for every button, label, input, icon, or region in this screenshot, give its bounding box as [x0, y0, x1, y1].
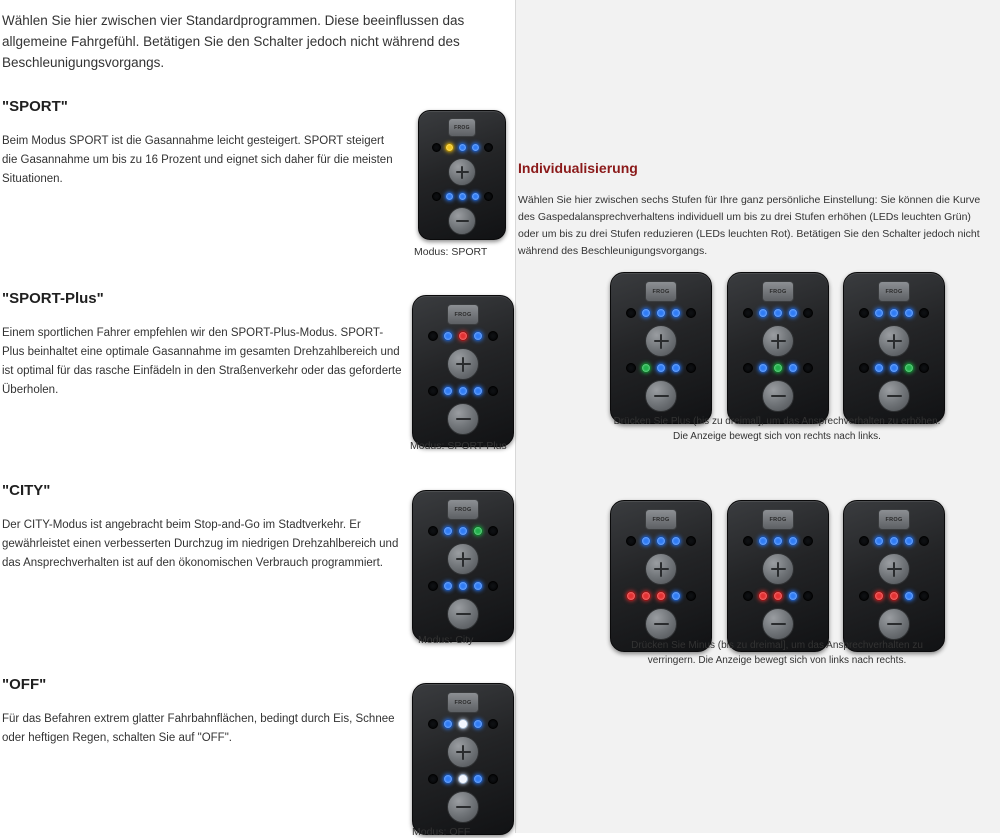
- led: [473, 386, 483, 396]
- led: [686, 591, 696, 601]
- led: [904, 591, 914, 601]
- frog-logo: FROG: [762, 509, 794, 530]
- minus-button[interactable]: [878, 608, 910, 640]
- led-row-top: [428, 719, 498, 729]
- led-row-top: [743, 536, 813, 546]
- led: [488, 581, 498, 591]
- plus-button[interactable]: [878, 553, 910, 585]
- led-row-bottom: [859, 363, 929, 373]
- led: [428, 581, 438, 591]
- led: [919, 591, 929, 601]
- led: [656, 536, 666, 546]
- plus-button[interactable]: [447, 348, 479, 380]
- device-minus-step-3[interactable]: [843, 500, 945, 652]
- minus-button[interactable]: [448, 207, 476, 235]
- led: [656, 363, 666, 373]
- led: [428, 719, 438, 729]
- plus-button[interactable]: [448, 158, 476, 186]
- led: [656, 591, 666, 601]
- frog-logo: FROG: [447, 692, 479, 713]
- led: [428, 774, 438, 784]
- led: [671, 363, 681, 373]
- led: [432, 192, 441, 201]
- led: [626, 308, 636, 318]
- minus-button[interactable]: [645, 608, 677, 640]
- led: [919, 308, 929, 318]
- led: [443, 581, 453, 591]
- frog-logo: FROG: [448, 118, 476, 137]
- led: [859, 363, 869, 373]
- led: [919, 536, 929, 546]
- led: [443, 526, 453, 536]
- led: [788, 308, 798, 318]
- led: [743, 363, 753, 373]
- device-sport[interactable]: [418, 110, 506, 240]
- minus-button[interactable]: [645, 380, 677, 412]
- device-city[interactable]: [412, 490, 514, 642]
- led: [458, 331, 468, 341]
- led: [788, 591, 798, 601]
- led: [874, 591, 884, 601]
- caption-sport-plus: Modus: SPORT-Plus: [410, 440, 507, 452]
- led-row-top: [626, 308, 696, 318]
- led: [473, 331, 483, 341]
- led: [743, 536, 753, 546]
- led: [919, 363, 929, 373]
- led-row-bottom: [428, 581, 498, 591]
- led-row-top: [428, 526, 498, 536]
- led: [788, 536, 798, 546]
- led: [428, 386, 438, 396]
- led: [473, 719, 483, 729]
- led-row-bottom: [432, 192, 493, 201]
- led-row-top: [626, 536, 696, 546]
- led: [626, 591, 636, 601]
- minus-button[interactable]: [762, 380, 794, 412]
- led: [671, 308, 681, 318]
- led: [443, 719, 453, 729]
- led: [458, 386, 468, 396]
- individualisierung-body: Wählen Sie hier zwischen sechs Stufen für Ihre ganz persönliche Einstellung: Sie können die Kurve des Gaspedalansprechverhaltens individuell um bis zu drei Stufen erhöhen (LEDs leuchten Grün) oder um bis zu drei Stufen reduzieren (LEDs leuchten Rot). Betätigen Sie den Schalter jedoch nicht während des Beschleunigungsvorgangs.: [518, 194, 981, 257]
- led: [458, 526, 468, 536]
- device-plus-step-2[interactable]: [727, 272, 829, 424]
- section-body-city: Der CITY-Modus ist angebracht beim Stop-and-Go im Stadtverkehr. Er gewährleistet einen verbesserten Durchzug im niedrigen Drehzahlbereich und das Ansprechverhalten ist auf den ökonomischen Verbrauch programmiert.: [2, 519, 399, 569]
- led: [641, 536, 651, 546]
- led: [471, 143, 480, 152]
- led-row-top: [432, 143, 493, 152]
- led: [904, 363, 914, 373]
- led-row-top: [428, 331, 498, 341]
- plus-button[interactable]: [762, 325, 794, 357]
- led-row-bottom: [743, 363, 813, 373]
- led: [488, 719, 498, 729]
- led: [686, 308, 696, 318]
- frog-logo: FROG: [878, 509, 910, 530]
- led-row-top: [859, 536, 929, 546]
- led: [743, 591, 753, 601]
- led: [758, 308, 768, 318]
- led: [484, 192, 493, 201]
- led: [904, 536, 914, 546]
- led: [626, 536, 636, 546]
- plus-button[interactable]: [645, 325, 677, 357]
- led: [904, 308, 914, 318]
- led: [458, 719, 468, 729]
- plus-button[interactable]: [878, 325, 910, 357]
- led: [671, 536, 681, 546]
- frog-logo: FROG: [645, 281, 677, 302]
- device-plus-step-1[interactable]: [610, 272, 712, 424]
- led-row-top: [743, 308, 813, 318]
- led: [458, 192, 467, 201]
- intro-paragraph: Wählen Sie hier zwischen vier Standardprogrammen. Diese beeinflussen das allgemeine Fahrgefühl. Betätigen Sie den Schalter jedoch nicht während des Beschleunigungsvorgangs.: [2, 13, 465, 70]
- led-row-bottom: [859, 591, 929, 601]
- individualisierung-title: Individualisierung: [518, 160, 638, 176]
- led: [626, 363, 636, 373]
- plus-button[interactable]: [645, 553, 677, 585]
- section-title-off: "OFF": [2, 676, 47, 693]
- led-row-top: [859, 308, 929, 318]
- minus-button[interactable]: [762, 608, 794, 640]
- led: [874, 363, 884, 373]
- led: [773, 363, 783, 373]
- led: [758, 363, 768, 373]
- led: [458, 581, 468, 591]
- led: [488, 774, 498, 784]
- led: [443, 331, 453, 341]
- section-body-off: Für das Befahren extrem glatter Fahrbahnflächen, bedingt durch Eis, Schnee oder heftigen Regen, schalten Sie auf "OFF".: [2, 713, 395, 744]
- section-body-sport: Beim Modus SPORT ist die Gasannahme leicht gesteigert. SPORT steigert die Gasannahme um bis zu 16 Prozent und eignet sich daher für die meisten Situationen.: [2, 135, 393, 185]
- led: [743, 308, 753, 318]
- frog-logo: FROG: [762, 281, 794, 302]
- led: [488, 526, 498, 536]
- frog-logo: FROG: [447, 499, 479, 520]
- led: [458, 143, 467, 152]
- led: [686, 363, 696, 373]
- frog-logo: FROG: [447, 304, 479, 325]
- plus-button[interactable]: [762, 553, 794, 585]
- device-off[interactable]: [412, 683, 514, 835]
- led: [874, 308, 884, 318]
- led: [803, 363, 813, 373]
- minus-button[interactable]: [878, 380, 910, 412]
- led: [428, 526, 438, 536]
- minus-instruction-caption: Drücken Sie Minus (bis zu dreimal], um das Ansprechverhalten zu verringern. Die Anzeige bewegt sich von links nach rechts.: [631, 640, 923, 666]
- led: [484, 143, 493, 152]
- led: [758, 591, 768, 601]
- led: [874, 536, 884, 546]
- led: [889, 536, 899, 546]
- led: [773, 536, 783, 546]
- minus-button[interactable]: [447, 598, 479, 630]
- minus-button[interactable]: [447, 403, 479, 435]
- caption-city: Modus: City: [418, 634, 474, 646]
- led: [859, 536, 869, 546]
- led-row-bottom: [626, 591, 696, 601]
- led-row-bottom: [428, 774, 498, 784]
- led: [686, 536, 696, 546]
- led: [445, 192, 454, 201]
- plus-button[interactable]: [447, 543, 479, 575]
- led: [443, 774, 453, 784]
- led: [488, 386, 498, 396]
- device-plus-step-3[interactable]: [843, 272, 945, 424]
- led: [473, 581, 483, 591]
- device-minus-step-1[interactable]: [610, 500, 712, 652]
- led: [758, 536, 768, 546]
- caption-off: Modus: OFF: [412, 826, 471, 838]
- plus-instruction-caption: Drücken Sie Plus (bis zu dreimal], um das Ansprechverhalten zu erhöhen. Die Anzeige bewegt sich von rechts nach links.: [613, 416, 941, 442]
- led: [859, 308, 869, 318]
- led: [458, 774, 468, 784]
- led: [473, 774, 483, 784]
- section-body-sport-plus: Einem sportlichen Fahrer empfehlen wir den SPORT-Plus-Modus. SPORT-Plus beinhaltet eine optimale Gasannahme im gesamten Drehzahlbereich und ist optimal für das rasche Einfädeln in den Straßenverkehr oder das geforderte Überholen.: [2, 327, 402, 396]
- led-row-bottom: [626, 363, 696, 373]
- led: [671, 591, 681, 601]
- led: [803, 308, 813, 318]
- led: [473, 526, 483, 536]
- device-sport-plus[interactable]: [412, 295, 514, 447]
- led: [641, 591, 651, 601]
- led: [641, 363, 651, 373]
- led: [803, 591, 813, 601]
- caption-sport: Modus: SPORT: [414, 246, 488, 258]
- led: [889, 363, 899, 373]
- frog-logo: FROG: [645, 509, 677, 530]
- led: [773, 591, 783, 601]
- led: [889, 308, 899, 318]
- led: [428, 331, 438, 341]
- device-minus-step-2[interactable]: [727, 500, 829, 652]
- led: [859, 591, 869, 601]
- led: [445, 143, 454, 152]
- section-title-sport: "SPORT": [2, 98, 68, 115]
- led-row-bottom: [428, 386, 498, 396]
- led: [788, 363, 798, 373]
- plus-button[interactable]: [447, 736, 479, 768]
- led: [641, 308, 651, 318]
- frog-logo: FROG: [878, 281, 910, 302]
- led: [471, 192, 480, 201]
- led: [432, 143, 441, 152]
- section-title-sport-plus: "SPORT-Plus": [2, 290, 104, 307]
- led-row-bottom: [743, 591, 813, 601]
- led: [656, 308, 666, 318]
- led: [803, 536, 813, 546]
- led: [443, 386, 453, 396]
- led: [488, 331, 498, 341]
- led: [773, 308, 783, 318]
- led: [889, 591, 899, 601]
- section-title-city: "CITY": [2, 482, 51, 499]
- minus-button[interactable]: [447, 791, 479, 823]
